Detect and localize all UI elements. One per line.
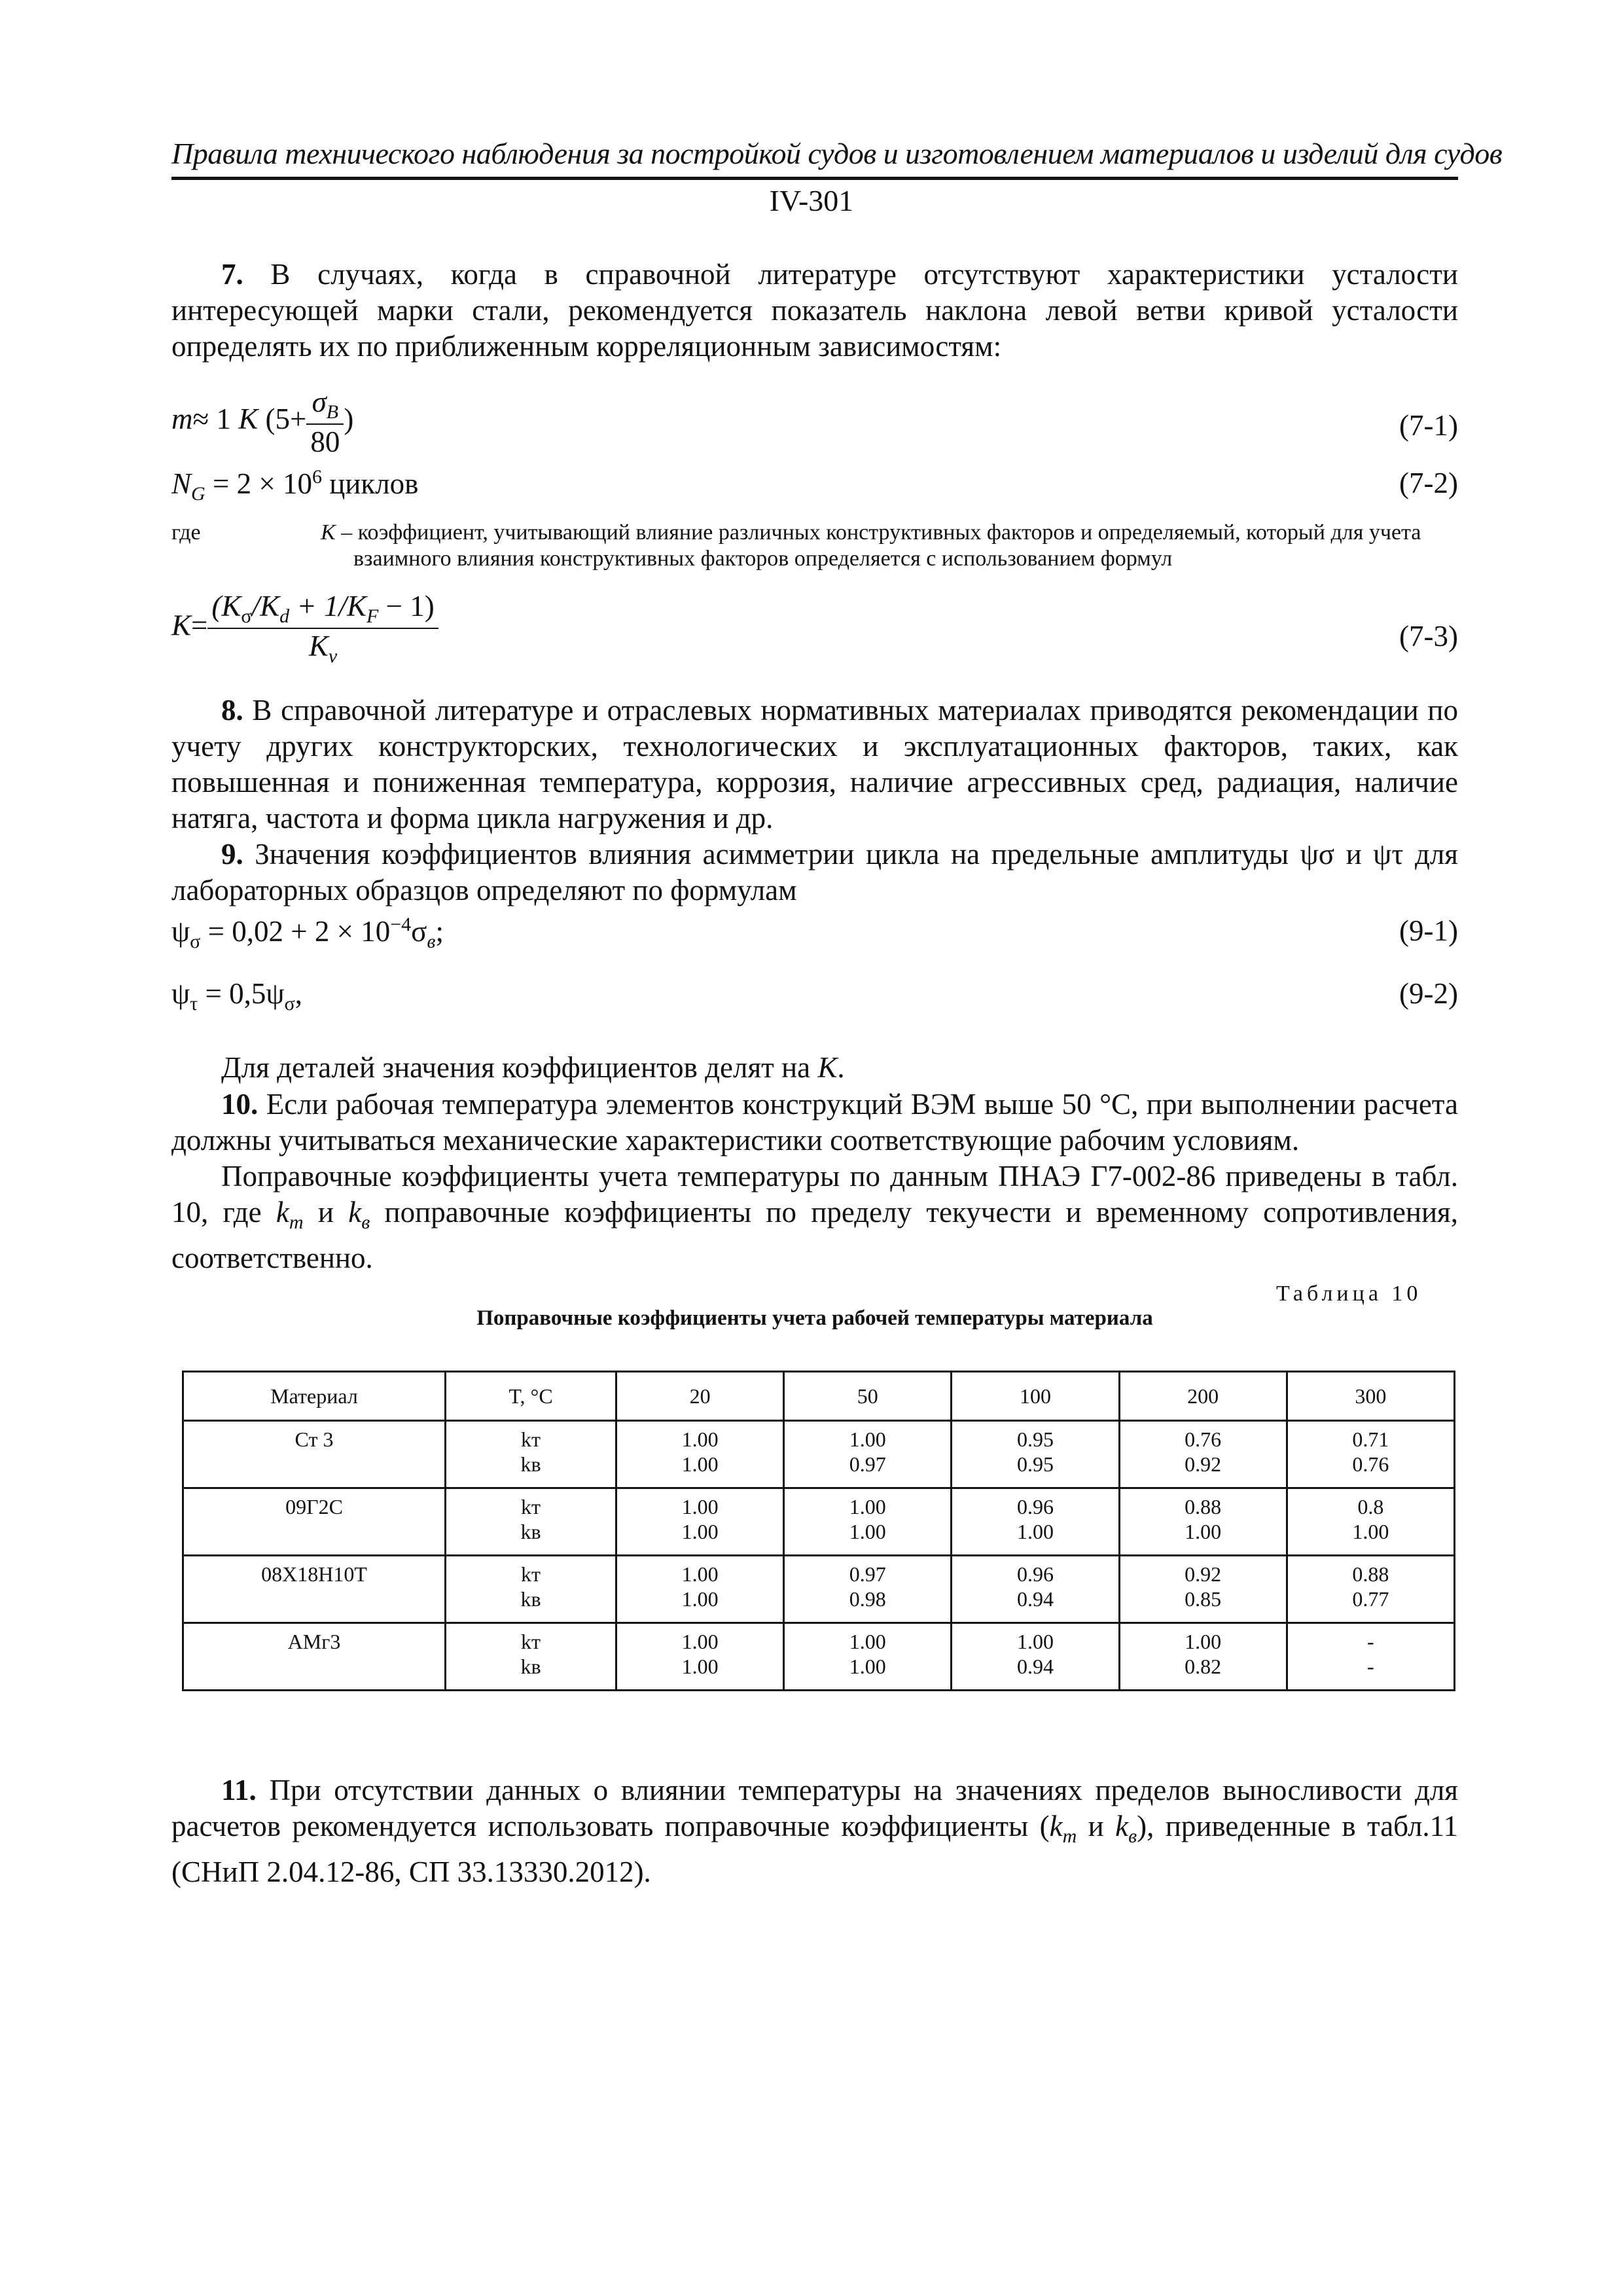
eq-term: /K: [251, 590, 280, 622]
eq-sub: σ: [284, 993, 295, 1014]
eq-exp: 6: [312, 466, 322, 488]
running-header: Правила технического наблюдения за постройкой судов и изготовлением материалов и изделий для судов: [171, 137, 1503, 170]
value-cell: 0.88 0.77: [1287, 1556, 1454, 1623]
value-cell: 1.00 0.94: [952, 1623, 1119, 1691]
eq-symbol: ≈: [192, 402, 209, 435]
eq-term: − 1): [378, 590, 435, 622]
eq-exp: −4: [390, 914, 412, 935]
coef-type-cell: kт kв: [446, 1556, 616, 1623]
eq-unit: циклов: [321, 467, 419, 500]
item-number: 9.: [221, 838, 243, 870]
coef-sub: т: [289, 1211, 304, 1233]
eq-var: σ: [411, 915, 427, 948]
eq-denominator: K: [308, 630, 329, 662]
value-cell: 1.00 0.97: [784, 1421, 952, 1488]
paragraph-7: [171, 257, 1458, 365]
item-number: 10.: [221, 1088, 259, 1121]
coef-sub: в: [361, 1211, 370, 1233]
note-punct: .: [837, 1051, 845, 1084]
eq-sub: F: [366, 605, 379, 627]
eq-sub: G: [191, 483, 205, 505]
value-cell: 1.00 1.00: [616, 1421, 784, 1488]
equation-number: (9-1): [1399, 914, 1458, 947]
paragraph-text: В случаях, когда в справочной литературе отсутствуют характеристики усталости интересующей марки стали, рекомендуется показатель наклона левой ветви кривой усталости определять их по приближенным корреляционным зависимостям:: [171, 258, 1458, 363]
paragraph-text: и: [303, 1196, 349, 1229]
def-text: – коэффициент, учитывающий влияние различных конструктивных факторов и определяемый, который для учета взаимного влияния конструктивных факторов определяется с использованием формул: [335, 520, 1421, 571]
value-cell: 0.96 0.94: [952, 1556, 1119, 1623]
eq-term: (K: [211, 590, 241, 622]
paragraph-text: Поправочные коэффициенты учета температуры по данным ПНАЭ Г7-002-86 приведены в табл. 10, где: [171, 1160, 1458, 1229]
note-var: K: [817, 1051, 838, 1084]
paragraph-text: поправочные коэффициенты по пределу текучести и временному сопротивления, соответственно.: [171, 1196, 1458, 1274]
paragraph-text: Если рабочая температура элементов конструкций ВЭМ выше 50 °С, при выполнении расчета должны учитываться механические характеристики соответствующие рабочим условиям.: [171, 1088, 1458, 1157]
value-cell: 0.71 0.76: [1287, 1421, 1454, 1488]
eq-denominator: 80: [310, 425, 340, 458]
equation-9-2: [171, 977, 1458, 1016]
coef-var: k: [1049, 1810, 1063, 1842]
paragraph-11: [171, 1772, 1458, 1890]
item-number: 7.: [221, 258, 243, 291]
paragraph-10b: [171, 1158, 1458, 1276]
value-cell: 1.00 0.82: [1119, 1623, 1287, 1691]
eq-sub: σ: [241, 605, 252, 627]
table-row: [183, 1556, 1455, 1623]
where-label: где: [171, 520, 201, 545]
details-note: [171, 1050, 1458, 1086]
value-cell: 1.00 1.00: [784, 1623, 952, 1691]
value-cell: 0.95 0.95: [952, 1421, 1119, 1488]
paragraph-text: При отсутствии данных о влиянии температуры на значениях пределов выносливости для расчетов рекомендуется использовать поправочные коэффициенты (: [171, 1774, 1458, 1842]
eq-var: ψ: [171, 915, 190, 948]
coef-sub: в: [1128, 1825, 1137, 1847]
value-cell: 0.96 1.00: [952, 1488, 1119, 1556]
item-number: 11.: [221, 1774, 257, 1806]
eq-sigma: σ: [312, 386, 327, 418]
material-cell: 08Х18Н10Т: [183, 1556, 446, 1623]
eq-var: K: [171, 609, 192, 642]
coef-var: k: [348, 1196, 362, 1229]
value-cell: 1.00 1.00: [616, 1488, 784, 1556]
eq-var: N: [171, 467, 192, 500]
eq-sub: B: [326, 401, 339, 423]
eq-paren: ): [344, 402, 354, 435]
eq-term: + 1/K: [289, 590, 366, 622]
paragraph-8: [171, 692, 1458, 836]
equation-number: (9-2): [1399, 977, 1458, 1010]
table-caption: Поправочные коэффициенты учета рабочей температуры материала: [476, 1306, 1153, 1330]
coef-var: k: [276, 1196, 289, 1229]
equation-number: (7-3): [1399, 620, 1458, 653]
equation-9-1: [171, 914, 1458, 953]
material-cell: 09Г2С: [183, 1488, 446, 1556]
value-cell: 1.00 1.00: [784, 1488, 952, 1556]
material-cell: АМг3: [183, 1623, 446, 1691]
eq-var: ψ: [171, 977, 190, 1010]
table-row: [183, 1623, 1455, 1691]
paragraph-text: В справочной литературе и отраслевых нормативных материалах приводятся рекомендации по учету других конструкторских, технологических и эксплуатационных факторов, таких, как повышенная и пониженная температура, коррозия, наличие агрессивных сред, радиация, наличие натяга, частота и форма цикла нагружения и др.: [171, 694, 1458, 834]
eq-const: 1: [216, 402, 231, 435]
coef-type-cell: kт kв: [446, 1488, 616, 1556]
eq-sub: σ: [190, 931, 201, 952]
paragraph-text: ), приведенные в табл.11 (СНиП 2.04.12-86, СП 33.13330.2012).: [171, 1810, 1458, 1888]
paragraph-10: [171, 1086, 1458, 1158]
table-header-row: [183, 1372, 1455, 1421]
value-cell: - -: [1287, 1623, 1454, 1691]
eq-sub: в: [427, 931, 436, 952]
coef-sub: т: [1062, 1825, 1077, 1847]
value-cell: 0.88 1.00: [1119, 1488, 1287, 1556]
equation-7-1: [171, 385, 1458, 458]
equation-number: (7-1): [1399, 409, 1458, 442]
where-definition: [321, 520, 1491, 572]
eq-var: m: [171, 402, 193, 435]
eq-paren: (5+: [265, 402, 307, 435]
header-cell: T, °C: [446, 1372, 616, 1421]
header-cell: 100: [952, 1372, 1119, 1421]
paragraph-text: Значения коэффициентов влияния асимметрии цикла на предельные амплитуды ψσ и ψτ для лабораторных образцов определяют по формулам: [171, 838, 1458, 906]
value-cell: 1.00 1.00: [616, 1623, 784, 1691]
material-cell: Ст 3: [183, 1421, 446, 1488]
value-cell: 1.00 1.00: [616, 1556, 784, 1623]
value-cell: 0.76 0.92: [1119, 1421, 1287, 1488]
value-cell: 0.92 0.85: [1119, 1556, 1287, 1623]
table-label: Таблица 10: [1276, 1282, 1422, 1306]
value-cell: 0.97 0.98: [784, 1556, 952, 1623]
eq-punct: ,: [294, 977, 302, 1010]
eq-var: K: [238, 402, 259, 435]
def-var: K: [321, 520, 336, 545]
coef-type-cell: kт kв: [446, 1623, 616, 1691]
note-text: Для деталей значения коэффициентов делят на: [221, 1051, 818, 1084]
eq-punct: ;: [435, 915, 444, 948]
paragraph-9: [171, 836, 1458, 908]
header-cell: Материал: [183, 1372, 446, 1421]
table-row: [183, 1421, 1455, 1488]
equation-7-2: [171, 466, 1458, 505]
eq-fraction: [207, 589, 438, 668]
value-cell: 0.8 1.00: [1287, 1488, 1454, 1556]
header-cell: 300: [1287, 1372, 1454, 1421]
eq-body: = 0,02 + 2 × 10: [200, 915, 391, 948]
header-cell: 50: [784, 1372, 952, 1421]
temperature-coefficients-table: [182, 1371, 1455, 1691]
item-number: 8.: [221, 694, 243, 726]
eq-symbol: =: [191, 609, 208, 642]
table-row: [183, 1488, 1455, 1556]
coef-type-cell: kт kв: [446, 1421, 616, 1488]
equation-7-3: [171, 589, 1458, 674]
eq-fraction: [306, 385, 344, 459]
eq-body: = 0,5ψ: [198, 977, 285, 1010]
header-cell: 200: [1119, 1372, 1287, 1421]
eq-body: = 2 × 10: [205, 467, 312, 500]
coef-var: k: [1115, 1810, 1129, 1842]
page-number: IV-301: [769, 184, 854, 217]
eq-sub: v: [328, 645, 338, 667]
equation-number: (7-2): [1399, 467, 1458, 499]
eq-sub: τ: [190, 993, 198, 1014]
eq-sub: d: [279, 605, 290, 627]
header-cell: 20: [616, 1372, 784, 1421]
header-rule: [171, 177, 1458, 180]
paragraph-text: и: [1077, 1810, 1116, 1842]
